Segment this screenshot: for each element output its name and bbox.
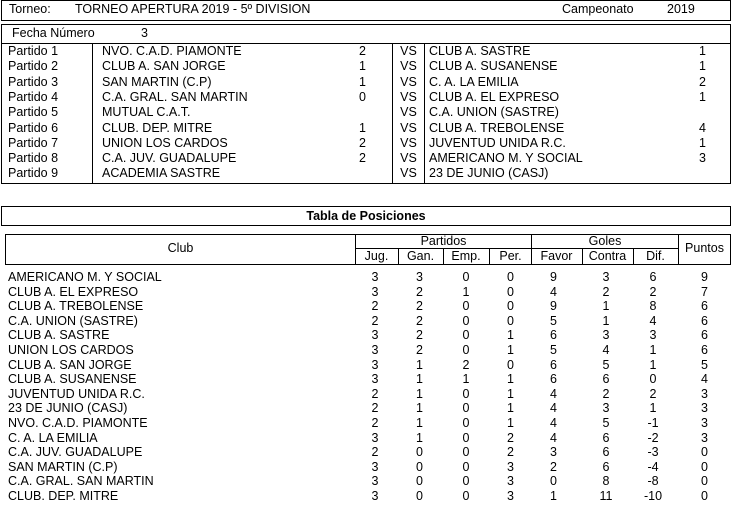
per-cell: 0 bbox=[507, 270, 514, 284]
jug-cell: 3 bbox=[371, 372, 379, 387]
club-cell: CLUB A. SAN JORGE bbox=[8, 357, 132, 372]
favor-cell: 6 bbox=[550, 328, 557, 343]
match-label: Partido 5 bbox=[8, 105, 59, 120]
per-cell: 2 bbox=[507, 430, 514, 445]
gan-cell: 2 bbox=[416, 284, 423, 299]
dif-cell: 1 bbox=[649, 401, 657, 416]
home-team: NVO. C.A.D. PIAMONTE bbox=[102, 44, 242, 58]
match-label: Partido 6 bbox=[8, 120, 59, 135]
vs-label: VS bbox=[400, 74, 417, 89]
fixture-col-line-1 bbox=[92, 43, 93, 184]
vs-label: VS bbox=[400, 105, 417, 120]
per-cell: 0 bbox=[507, 299, 514, 314]
dif-cell: 6 bbox=[649, 270, 657, 284]
away-goals: 2 bbox=[699, 74, 706, 89]
goles-header: Goles bbox=[588, 234, 622, 248]
jug-cell: 2 bbox=[371, 416, 379, 430]
pts-cell: 0 bbox=[701, 474, 708, 489]
jug-cell: 3 bbox=[371, 343, 379, 357]
per-cell: 1 bbox=[507, 328, 514, 343]
pts-cell: 4 bbox=[701, 372, 708, 387]
home-goals: 2 bbox=[359, 151, 366, 166]
pts-cell: 6 bbox=[701, 328, 708, 343]
contra-cell: 1 bbox=[602, 313, 610, 328]
per-cell: 1 bbox=[507, 372, 514, 387]
home-team: SAN MARTIN (C.P) bbox=[102, 74, 212, 89]
pts-cell: 5 bbox=[701, 357, 708, 372]
favor-cell: 6 bbox=[550, 372, 557, 387]
jug-cell: 3 bbox=[371, 474, 379, 489]
gan-cell: 1 bbox=[416, 357, 423, 372]
club-cell: AMERICANO M. Y SOCIAL bbox=[8, 270, 162, 284]
per-cell: 1 bbox=[507, 401, 514, 416]
home-team: ACADEMIA SASTRE bbox=[102, 166, 221, 181]
club-cell: C.A. UNION (SASTRE) bbox=[8, 313, 138, 328]
emp-cell: 1 bbox=[462, 284, 470, 299]
jug-header: Jug. bbox=[364, 249, 389, 263]
per-header: Per. bbox=[499, 249, 522, 263]
emp-cell: 0 bbox=[462, 430, 470, 445]
dif-cell: -1 bbox=[647, 416, 659, 430]
favor-cell: 2 bbox=[550, 459, 557, 474]
dif-cell: 0 bbox=[649, 372, 657, 387]
gan-cell: 0 bbox=[416, 489, 423, 503]
away-team: CLUB A. EL EXPRESO bbox=[429, 89, 560, 104]
favor-cell: 4 bbox=[550, 401, 557, 416]
pts-cell: 3 bbox=[701, 430, 708, 445]
jug-cell: 3 bbox=[371, 430, 379, 445]
gan-cell: 2 bbox=[416, 299, 423, 314]
favor-cell: 4 bbox=[550, 386, 557, 401]
contra-cell: 2 bbox=[602, 284, 610, 299]
jug-cell: 3 bbox=[371, 489, 379, 503]
club-cell: CLUB. DEP. MITRE bbox=[8, 489, 119, 503]
dif-header: Dif. bbox=[646, 249, 665, 263]
match-label: Partido 8 bbox=[8, 151, 59, 166]
away-team: CLUB A. SUSANENSE bbox=[429, 59, 558, 74]
jug-cell: 3 bbox=[371, 459, 379, 474]
pts-cell: 0 bbox=[701, 459, 708, 474]
club-cell: C. A. LA EMILIA bbox=[8, 430, 98, 445]
jug-cell: 2 bbox=[371, 299, 379, 314]
club-cell: UNION LOS CARDOS bbox=[8, 343, 134, 357]
emp-cell: 0 bbox=[462, 416, 470, 430]
club-cell: SAN MARTIN (C.P) bbox=[8, 459, 118, 474]
campeonato-label: Campeonato bbox=[562, 2, 634, 16]
pts-cell: 3 bbox=[701, 416, 708, 430]
per-cell: 3 bbox=[507, 459, 514, 474]
away-goals bbox=[690, 166, 715, 181]
contra-cell: 5 bbox=[602, 416, 610, 430]
pts-cell: 6 bbox=[701, 343, 708, 357]
contra-header: Contra bbox=[588, 249, 627, 263]
jug-cell: 2 bbox=[371, 445, 379, 460]
gan-cell: 1 bbox=[416, 386, 423, 401]
contra-cell: 1 bbox=[602, 299, 610, 314]
home-team: CLUB. DEP. MITRE bbox=[102, 120, 213, 135]
gan-cell: 2 bbox=[416, 328, 423, 343]
home-goals: 1 bbox=[359, 59, 366, 74]
club-cell: C.A. JUV. GUADALUPE bbox=[8, 445, 143, 460]
contra-cell: 6 bbox=[602, 459, 610, 474]
away-team: C.A. UNION (SASTRE) bbox=[429, 105, 559, 120]
per-cell: 3 bbox=[507, 474, 514, 489]
dif-cell: 1 bbox=[649, 357, 657, 372]
favor-cell: 4 bbox=[550, 430, 557, 445]
pts-cell: 9 bbox=[701, 270, 708, 284]
per-cell: 1 bbox=[507, 343, 514, 357]
emp-cell: 0 bbox=[462, 459, 470, 474]
away-team: CLUB A. TREBOLENSE bbox=[429, 120, 565, 135]
gan-cell: 2 bbox=[416, 343, 423, 357]
emp-header: Emp. bbox=[451, 249, 481, 263]
vs-label: VS bbox=[400, 89, 417, 104]
match-label: Partido 4 bbox=[8, 89, 59, 104]
contra-cell: 6 bbox=[602, 372, 610, 387]
gan-cell: 1 bbox=[416, 430, 423, 445]
club-header: Club bbox=[167, 241, 194, 255]
jug-cell: 3 bbox=[371, 270, 379, 284]
gan-cell: 2 bbox=[416, 313, 423, 328]
fecha-label: Fecha Número bbox=[12, 26, 95, 40]
favor-header: Favor bbox=[540, 249, 573, 263]
favor-cell: 4 bbox=[550, 284, 557, 299]
vs-label: VS bbox=[400, 151, 417, 166]
dif-cell: 2 bbox=[649, 284, 657, 299]
emp-cell: 0 bbox=[462, 313, 470, 328]
contra-cell: 3 bbox=[602, 328, 610, 343]
club-cell: CLUB A. TREBOLENSE bbox=[8, 299, 144, 314]
club-cell: NVO. C.A.D. PIAMONTE bbox=[8, 416, 148, 430]
club-cell: C.A. GRAL. SAN MARTIN bbox=[8, 474, 154, 489]
contra-cell: 6 bbox=[602, 430, 610, 445]
dif-cell: -10 bbox=[643, 489, 663, 503]
home-goals: 0 bbox=[359, 89, 366, 104]
per-cell: 2 bbox=[507, 445, 514, 460]
pts-cell: 3 bbox=[701, 401, 708, 416]
per-cell: 3 bbox=[507, 489, 514, 503]
away-goals: 3 bbox=[699, 151, 706, 166]
away-team: AMERICANO M. Y SOCIAL bbox=[429, 151, 583, 166]
vs-label: VS bbox=[400, 59, 417, 74]
favor-cell: 0 bbox=[550, 474, 557, 489]
dif-cell: 8 bbox=[649, 299, 657, 314]
dif-cell: 2 bbox=[649, 386, 657, 401]
per-cell: 1 bbox=[507, 386, 514, 401]
away-team: 23 DE JUNIO (CASJ) bbox=[429, 166, 549, 181]
puntos-header: Puntos bbox=[685, 241, 724, 255]
standings-title: Tabla de Posiciones bbox=[306, 209, 426, 223]
jug-cell: 3 bbox=[371, 328, 379, 343]
favor-cell: 3 bbox=[550, 445, 557, 460]
gan-cell: 3 bbox=[416, 270, 423, 284]
home-team: C.A. JUV. GUADALUPE bbox=[102, 151, 237, 166]
match-label: Partido 2 bbox=[8, 59, 59, 74]
gan-cell: 1 bbox=[416, 416, 423, 430]
favor-cell: 4 bbox=[550, 416, 557, 430]
jug-cell: 2 bbox=[371, 313, 379, 328]
away-goals: 1 bbox=[699, 89, 706, 104]
away-goals: 1 bbox=[699, 135, 706, 150]
vs-label: VS bbox=[400, 135, 417, 150]
away-team: C. A. LA EMILIA bbox=[429, 74, 519, 89]
jug-cell: 2 bbox=[371, 386, 379, 401]
torneo-label: Torneo: bbox=[9, 2, 51, 16]
contra-cell: 4 bbox=[602, 343, 610, 357]
home-goals bbox=[350, 166, 375, 181]
per-cell: 0 bbox=[507, 284, 514, 299]
contra-cell: 11 bbox=[599, 489, 613, 503]
away-goals: 4 bbox=[699, 120, 706, 135]
fixture-col-line-3 bbox=[424, 43, 425, 184]
club-cell: CLUB A. SUSANENSE bbox=[8, 372, 137, 387]
gan-cell: 0 bbox=[416, 459, 423, 474]
away-team: CLUB A. SASTRE bbox=[429, 44, 531, 58]
emp-cell: 0 bbox=[462, 445, 470, 460]
favor-cell: 1 bbox=[550, 489, 557, 503]
fixture-col-line-2 bbox=[392, 43, 393, 184]
per-cell: 1 bbox=[507, 416, 514, 430]
gan-cell: 0 bbox=[416, 445, 423, 460]
dif-cell: 4 bbox=[649, 313, 657, 328]
emp-cell: 0 bbox=[462, 270, 470, 284]
jug-cell: 2 bbox=[371, 401, 379, 416]
emp-cell: 0 bbox=[462, 343, 470, 357]
dif-cell: -3 bbox=[647, 445, 659, 460]
club-cell: CLUB A. SASTRE bbox=[8, 328, 110, 343]
per-cell: 0 bbox=[507, 313, 514, 328]
emp-cell: 2 bbox=[462, 357, 470, 372]
home-team: UNION LOS CARDOS bbox=[102, 135, 228, 150]
pts-cell: 3 bbox=[701, 386, 708, 401]
contra-cell: 3 bbox=[602, 401, 610, 416]
club-cell: JUVENTUD UNIDA R.C. bbox=[8, 386, 145, 401]
club-cell: CLUB A. EL EXPRESO bbox=[8, 284, 139, 299]
home-team: CLUB A. SAN JORGE bbox=[102, 59, 226, 74]
partidos-header: Partidos bbox=[420, 234, 467, 248]
pts-cell: 0 bbox=[701, 445, 708, 460]
contra-cell: 6 bbox=[602, 445, 610, 460]
jug-cell: 3 bbox=[371, 357, 379, 372]
vs-label: VS bbox=[400, 120, 417, 135]
dif-cell: -2 bbox=[647, 430, 659, 445]
emp-cell: 0 bbox=[462, 386, 470, 401]
fecha-number: 3 bbox=[141, 26, 148, 40]
home-goals: 1 bbox=[359, 74, 366, 89]
pts-cell: 7 bbox=[701, 284, 708, 299]
club-cell: 23 DE JUNIO (CASJ) bbox=[8, 401, 128, 416]
emp-cell: 0 bbox=[462, 474, 470, 489]
jug-cell: 3 bbox=[371, 284, 379, 299]
match-label: Partido 3 bbox=[8, 74, 59, 89]
favor-cell: 9 bbox=[550, 270, 557, 284]
away-goals: 1 bbox=[699, 44, 706, 58]
favor-cell: 5 bbox=[550, 313, 557, 328]
home-team: MUTUAL C.A.T. bbox=[102, 105, 191, 120]
away-goals: 1 bbox=[699, 59, 706, 74]
favor-cell: 5 bbox=[550, 343, 557, 357]
per-cell: 0 bbox=[507, 357, 514, 372]
emp-cell: 1 bbox=[462, 372, 470, 387]
pts-cell: 6 bbox=[701, 313, 708, 328]
vs-label: VS bbox=[400, 166, 417, 181]
dif-cell: -4 bbox=[647, 459, 659, 474]
dif-cell: 1 bbox=[649, 343, 657, 357]
contra-cell: 5 bbox=[602, 357, 610, 372]
pts-cell: 0 bbox=[701, 489, 708, 503]
dif-cell: -8 bbox=[647, 474, 659, 489]
campeonato-year: 2019 bbox=[667, 2, 695, 16]
gan-header: Gan. bbox=[406, 249, 435, 263]
home-goals: 2 bbox=[359, 135, 366, 150]
emp-cell: 0 bbox=[462, 401, 470, 416]
home-team: C.A. GRAL. SAN MARTIN bbox=[102, 89, 248, 104]
home-goals: 2 bbox=[359, 44, 366, 58]
contra-cell: 8 bbox=[602, 474, 610, 489]
torneo-name: TORNEO APERTURA 2019 - 5º DIVISION bbox=[75, 2, 311, 16]
away-team: JUVENTUD UNIDA R.C. bbox=[429, 135, 566, 150]
emp-cell: 0 bbox=[462, 328, 470, 343]
favor-cell: 6 bbox=[550, 357, 557, 372]
dif-cell: 3 bbox=[649, 328, 657, 343]
gan-cell: 0 bbox=[416, 474, 423, 489]
gan-cell: 1 bbox=[416, 401, 423, 416]
away-goals bbox=[690, 105, 715, 120]
match-label: Partido 9 bbox=[8, 166, 59, 181]
home-goals bbox=[350, 105, 375, 120]
match-label: Partido 1 bbox=[8, 44, 59, 58]
match-label: Partido 7 bbox=[8, 135, 59, 150]
favor-cell: 9 bbox=[550, 299, 557, 314]
home-goals: 1 bbox=[359, 120, 366, 135]
pts-cell: 6 bbox=[701, 299, 708, 314]
emp-cell: 0 bbox=[462, 299, 470, 314]
vs-label: VS bbox=[400, 44, 417, 58]
contra-cell: 2 bbox=[602, 386, 610, 401]
contra-cell: 3 bbox=[602, 270, 610, 284]
emp-cell: 0 bbox=[462, 489, 470, 503]
gan-cell: 1 bbox=[416, 372, 423, 387]
